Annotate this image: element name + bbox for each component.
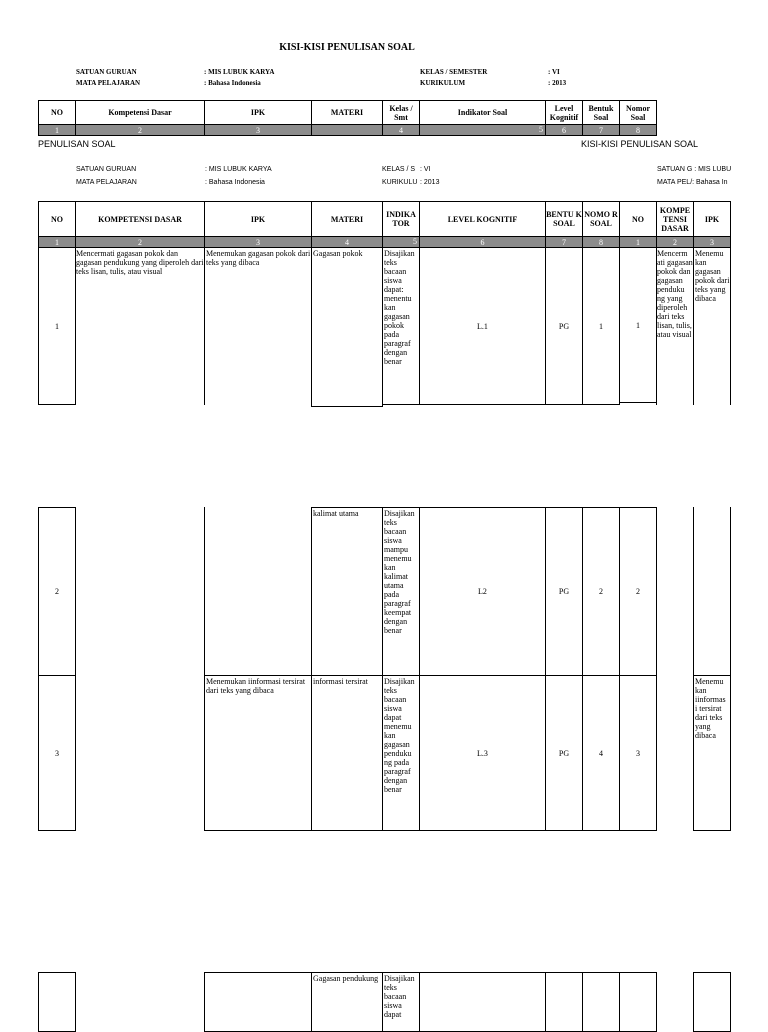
divider — [656, 247, 657, 405]
top-header-materi: MATERI — [311, 100, 383, 125]
num-5: 5 — [382, 236, 420, 248]
second-left-title: PENULISAN SOAL — [38, 139, 116, 149]
second-satuan-value: : MIS LUBUK KARYA — [205, 166, 272, 173]
mapel-label: MATA PELAJARAN — [76, 79, 141, 87]
satuan-label: SATUAN GURUAN — [76, 68, 137, 76]
row4-no-right — [619, 972, 657, 1032]
second-kelas-label: KELAS / S — [382, 166, 416, 173]
num-2: 2 — [75, 236, 205, 248]
top-num-7: 7 — [582, 124, 620, 136]
kurikulum-label: KURIKULUM — [420, 79, 466, 87]
row4-no — [38, 972, 76, 1032]
num-1: 1 — [38, 236, 76, 248]
header-kd: KOMPETENSI DASAR — [75, 201, 205, 237]
top-num-4: 4 — [382, 124, 420, 136]
top-header-bentuk: Bentuk Soal — [582, 100, 620, 125]
row4-materi: Gagasan pendukung — [311, 972, 383, 1032]
kurikulum-value: : 2013 — [548, 79, 567, 87]
row1-level: L.1 — [419, 247, 546, 405]
row1-indikator: Disajikan teks bacaan siswa dapat: menentu kan gagasan pokok pada paragraf dengan benar — [382, 247, 420, 405]
top-header-ipk: IPK — [204, 100, 312, 125]
top-header-kd: Kompetensi Dasar — [75, 100, 205, 125]
header-ipk: IPK — [204, 201, 312, 237]
row1-ipk: Menemukan gagasan pokok dari teks yang dibaca — [206, 249, 311, 267]
header-bentuk: BENTU K SOAL — [545, 201, 583, 237]
top-num-blank — [311, 124, 383, 136]
second-kurikulum-value: : 2013 — [420, 179, 440, 186]
num-right-3: 3 — [693, 236, 731, 248]
divider — [730, 247, 731, 405]
header-indikator: INDIKA TOR — [382, 201, 420, 237]
divider — [75, 247, 76, 405]
row3-ipk: Menemukan iinformasi tersirat dari teks yang dibaca — [204, 675, 312, 831]
top-header-nomor: Nomor Soal — [619, 100, 657, 125]
second-right-mapel: MATA PEL/: Bahasa In — [657, 179, 728, 186]
kelas-label: KELAS / SEMESTER — [420, 68, 488, 76]
top-num-5: 5 — [419, 124, 546, 136]
row1-kd-right: Mencerm ati gagasan pokok dan gagasan penduku ng yang diperoleh dari teks lisan, tulis, atau visual — [657, 249, 693, 339]
row3-materi: informasi tersirat — [311, 675, 383, 831]
top-header-no: NO — [38, 100, 76, 125]
row2-materi: kalimat utama — [311, 507, 383, 676]
row3-bentuk: PG — [545, 675, 583, 831]
second-kurikulum-label: KURIKULU — [382, 179, 418, 186]
satuan-value: : MIS LUBUK KARYA — [204, 68, 275, 76]
second-right-satuan: SATUAN G : MIS LUBU — [657, 166, 732, 173]
divider — [693, 247, 694, 405]
row1-no: 1 — [38, 247, 76, 405]
top-num-6: 6 — [545, 124, 583, 136]
second-mapel-label: MATA PELAJARAN — [76, 179, 137, 186]
second-satuan-label: SATUAN GURUAN — [76, 166, 137, 173]
mapel-value: : Bahasa Indonesia — [204, 79, 261, 87]
row2-bentuk: PG — [545, 507, 583, 676]
row1-nomor: 1 — [582, 247, 620, 405]
num-4: 4 — [311, 236, 383, 248]
top-header-kelas: Kelas / Smt — [382, 100, 420, 125]
row1-bentuk: PG — [545, 247, 583, 405]
row1-no-right: 1 — [619, 247, 657, 403]
row1-kd: Mencermati gagasan pokok dan gagasan pendukung yang diperoleh dari teks lisan, tulis, atau visual — [76, 249, 204, 276]
divider — [693, 507, 694, 676]
header-nomor: NOMO R SOAL — [582, 201, 620, 237]
header-kd-right: KOMPE TENSI DASAR — [656, 201, 694, 237]
header-no-right: NO — [619, 201, 657, 237]
row2-nomor: 2 — [582, 507, 620, 676]
top-num-1: 1 — [38, 124, 76, 136]
num-3: 3 — [204, 236, 312, 248]
row4-bentuk — [545, 972, 583, 1032]
row3-indikator: Disajikan teks bacaan siswa dapat menemu kan gagasan penduku ng pada paragraf dengan benar — [382, 675, 420, 831]
divider — [204, 247, 205, 405]
row3-nomor: 4 — [582, 675, 620, 831]
row4-level — [419, 972, 546, 1032]
top-header-indikator: Indikator Soal — [419, 100, 546, 125]
row4-nomor — [582, 972, 620, 1032]
top-header-level: Level Kognitif — [545, 100, 583, 125]
second-kelas-value: : VI — [420, 166, 431, 173]
row2-no: 2 — [38, 507, 76, 676]
row2-indikator: Disajikan teks bacaan siswa mampu menemu kan kalimat utama pada paragraf keempat dengan benar — [382, 507, 420, 676]
header-ipk-right: IPK — [693, 201, 731, 237]
row3-level: L.3 — [419, 675, 546, 831]
num-right-1: 1 — [619, 236, 657, 248]
kelas-value: : VI — [548, 68, 560, 76]
num-7: 7 — [545, 236, 583, 248]
top-num-8: 8 — [619, 124, 657, 136]
row4-ipk — [204, 972, 312, 1032]
row4-indikator: Disajikan teks bacaan siswa dapat — [382, 972, 420, 1032]
header-materi: MATERI — [311, 201, 383, 237]
num-6: 6 — [419, 236, 546, 248]
row2-level: L2 — [419, 507, 546, 676]
row1-materi: Gagasan pokok — [311, 247, 383, 407]
row3-ipk-right: Menemu kan iinformas i tersirat dari teks yang dibaca — [693, 675, 731, 831]
header-no: NO — [38, 201, 76, 237]
page-title: KISI-KISI PENULISAN SOAL — [279, 42, 415, 53]
top-num-2: 2 — [75, 124, 205, 136]
divider — [204, 507, 205, 676]
row4-ipk-right — [693, 972, 731, 1032]
second-right-title: KISI-KISI PENULISAN SOAL — [581, 139, 699, 149]
num-right-2: 2 — [656, 236, 694, 248]
top-num-3: 3 — [204, 124, 312, 136]
row3-no: 3 — [38, 675, 76, 831]
row3-no-right: 3 — [619, 675, 657, 831]
header-level: LEVEL KOGNITIF — [419, 201, 546, 237]
second-mapel-value: : Bahasa Indonesia — [205, 179, 265, 186]
row1-ipk-right: Menemu kan gagasan pokok dari teks yang dibaca — [695, 249, 730, 303]
num-8: 8 — [582, 236, 620, 248]
divider — [730, 507, 731, 676]
row2-no-right: 2 — [619, 507, 657, 676]
